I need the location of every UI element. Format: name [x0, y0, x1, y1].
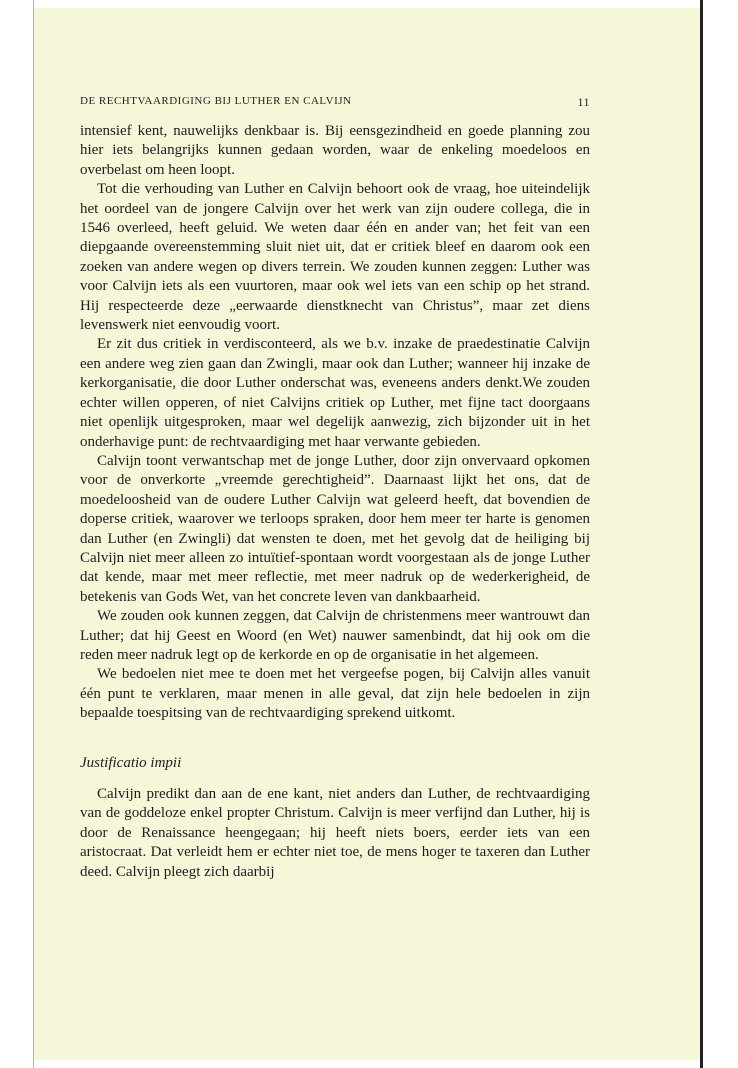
paragraph: Calvijn predikt dan aan de ene kant, niet anders dan Luther, de rechtvaardiging van de goddeloze enkel propter Christum. Calvijn is meer verfijnd dan Luther, hij is door de Renaissance heengegaan; hij heeft niets boers, eerder iets van een aristocraat. Dat verleidt hem er echter niet toe, de mens hoger te taxeren dan Luther deed. Calvijn pleegt zich daarbij	[80, 786, 590, 880]
paragraph: We bedoelen niet mee te doen met het vergeefse pogen, bij Calvijn alles vanuit één punt te verklaren, maar menen in alle geval, dat zijn hele bedoelen in zijn bepaalde toespitsing van de rechtvaardiging sprekend uitkomt.	[80, 666, 590, 722]
body-text	[80, 122, 590, 882]
page-left-edge	[33, 0, 34, 1068]
paragraph-continued: intensief kent, nauwelijks denkbaar is. Bij eensgezindheid en goede planning zou hier iets belangrijks kunnen gedaan worden, waar de enkeling moedeloos en overbelast om heen loopt.	[80, 123, 590, 178]
paragraph: Er zit dus critiek in verdisconteerd, als we b.v. inzake de praedestinatie Calvijn een andere weg zien gaan dan Zwingli, maar ook dan Luther; wanneer hij inzake de kerkorganisatie, die door Luther onderschat was, eveneens anders denkt.We zouden echter willen opperen, of niet Calvijns critiek op Luther, met fijne tact doorgaans niet openlijk uitgesproken, maar wel degelijk aanwezig, zich bijzonder uit in het onderhavige punt: de rechtvaardiging met haar verwante gebieden.	[80, 336, 590, 450]
running-title: DE RECHTVAARDIGING BIJ LUTHER EN CALVIJN	[80, 95, 352, 107]
paragraph: Calvijn toont verwantschap met de jonge Luther, door zijn onvervaard opkomen voor de onverkorte „vreemde gerechtigheid”. Daarnaast lijkt het ons, dat de moedeloosheid van de oudere Luther Calvijn wat geleerd heeft, dat bovendien de doperse critiek, waarover we terloops spraken, door hem meer ter harte is genomen dan Luther (en Zwingli) dat wensten te doen, met het gevolg dat de heiliging bij Calvijn niet meer alleen zo intuïtief-spontaan wordt voorgestaan als de jonge Luther dat kende, maar met meer reflectie, met meer nadruk op de wederkerigheid, de betekenis van Gods Wet, van het concrete leven van dankbaarheid.	[80, 452, 590, 605]
section-heading: Justificatio impii	[80, 754, 182, 771]
page-number: 11	[577, 95, 590, 109]
running-header	[80, 95, 590, 111]
paragraph: Tot die verhouding van Luther en Calvijn behoort ook de vraag, hoe uiteindelijk het oordeel van de jongere Calvijn over het werk van zijn oudere collega, die in 1546 overleed, heeft geluid. We weten daar één en ander van; het feit van een diepgaande overeenstemming sluit niet uit, dat er critiek bleef en daarom ook een zoeken van andere wegen op divers terrein. We zouden kunnen zeggen: Luther was voor Calvijn iets als een vuurtoren, maar ook wel iets van een schip op het strand. Hij respecteerde deze „eerwaarde dienstknecht van Christus”, maar zet diens levenswerk niet eenvoudig voort.	[80, 181, 590, 334]
page-right-edge	[700, 0, 703, 1068]
paragraph: We zouden ook kunnen zeggen, dat Calvijn de christenmens meer wantrouwt dan Luther; dat hij Geest en Woord (en Wet) nauwer samenbindt, dat hij ook om die reden meer nadruk legt op de kerkorde en op de organisatie in het algemeen.	[80, 608, 590, 663]
